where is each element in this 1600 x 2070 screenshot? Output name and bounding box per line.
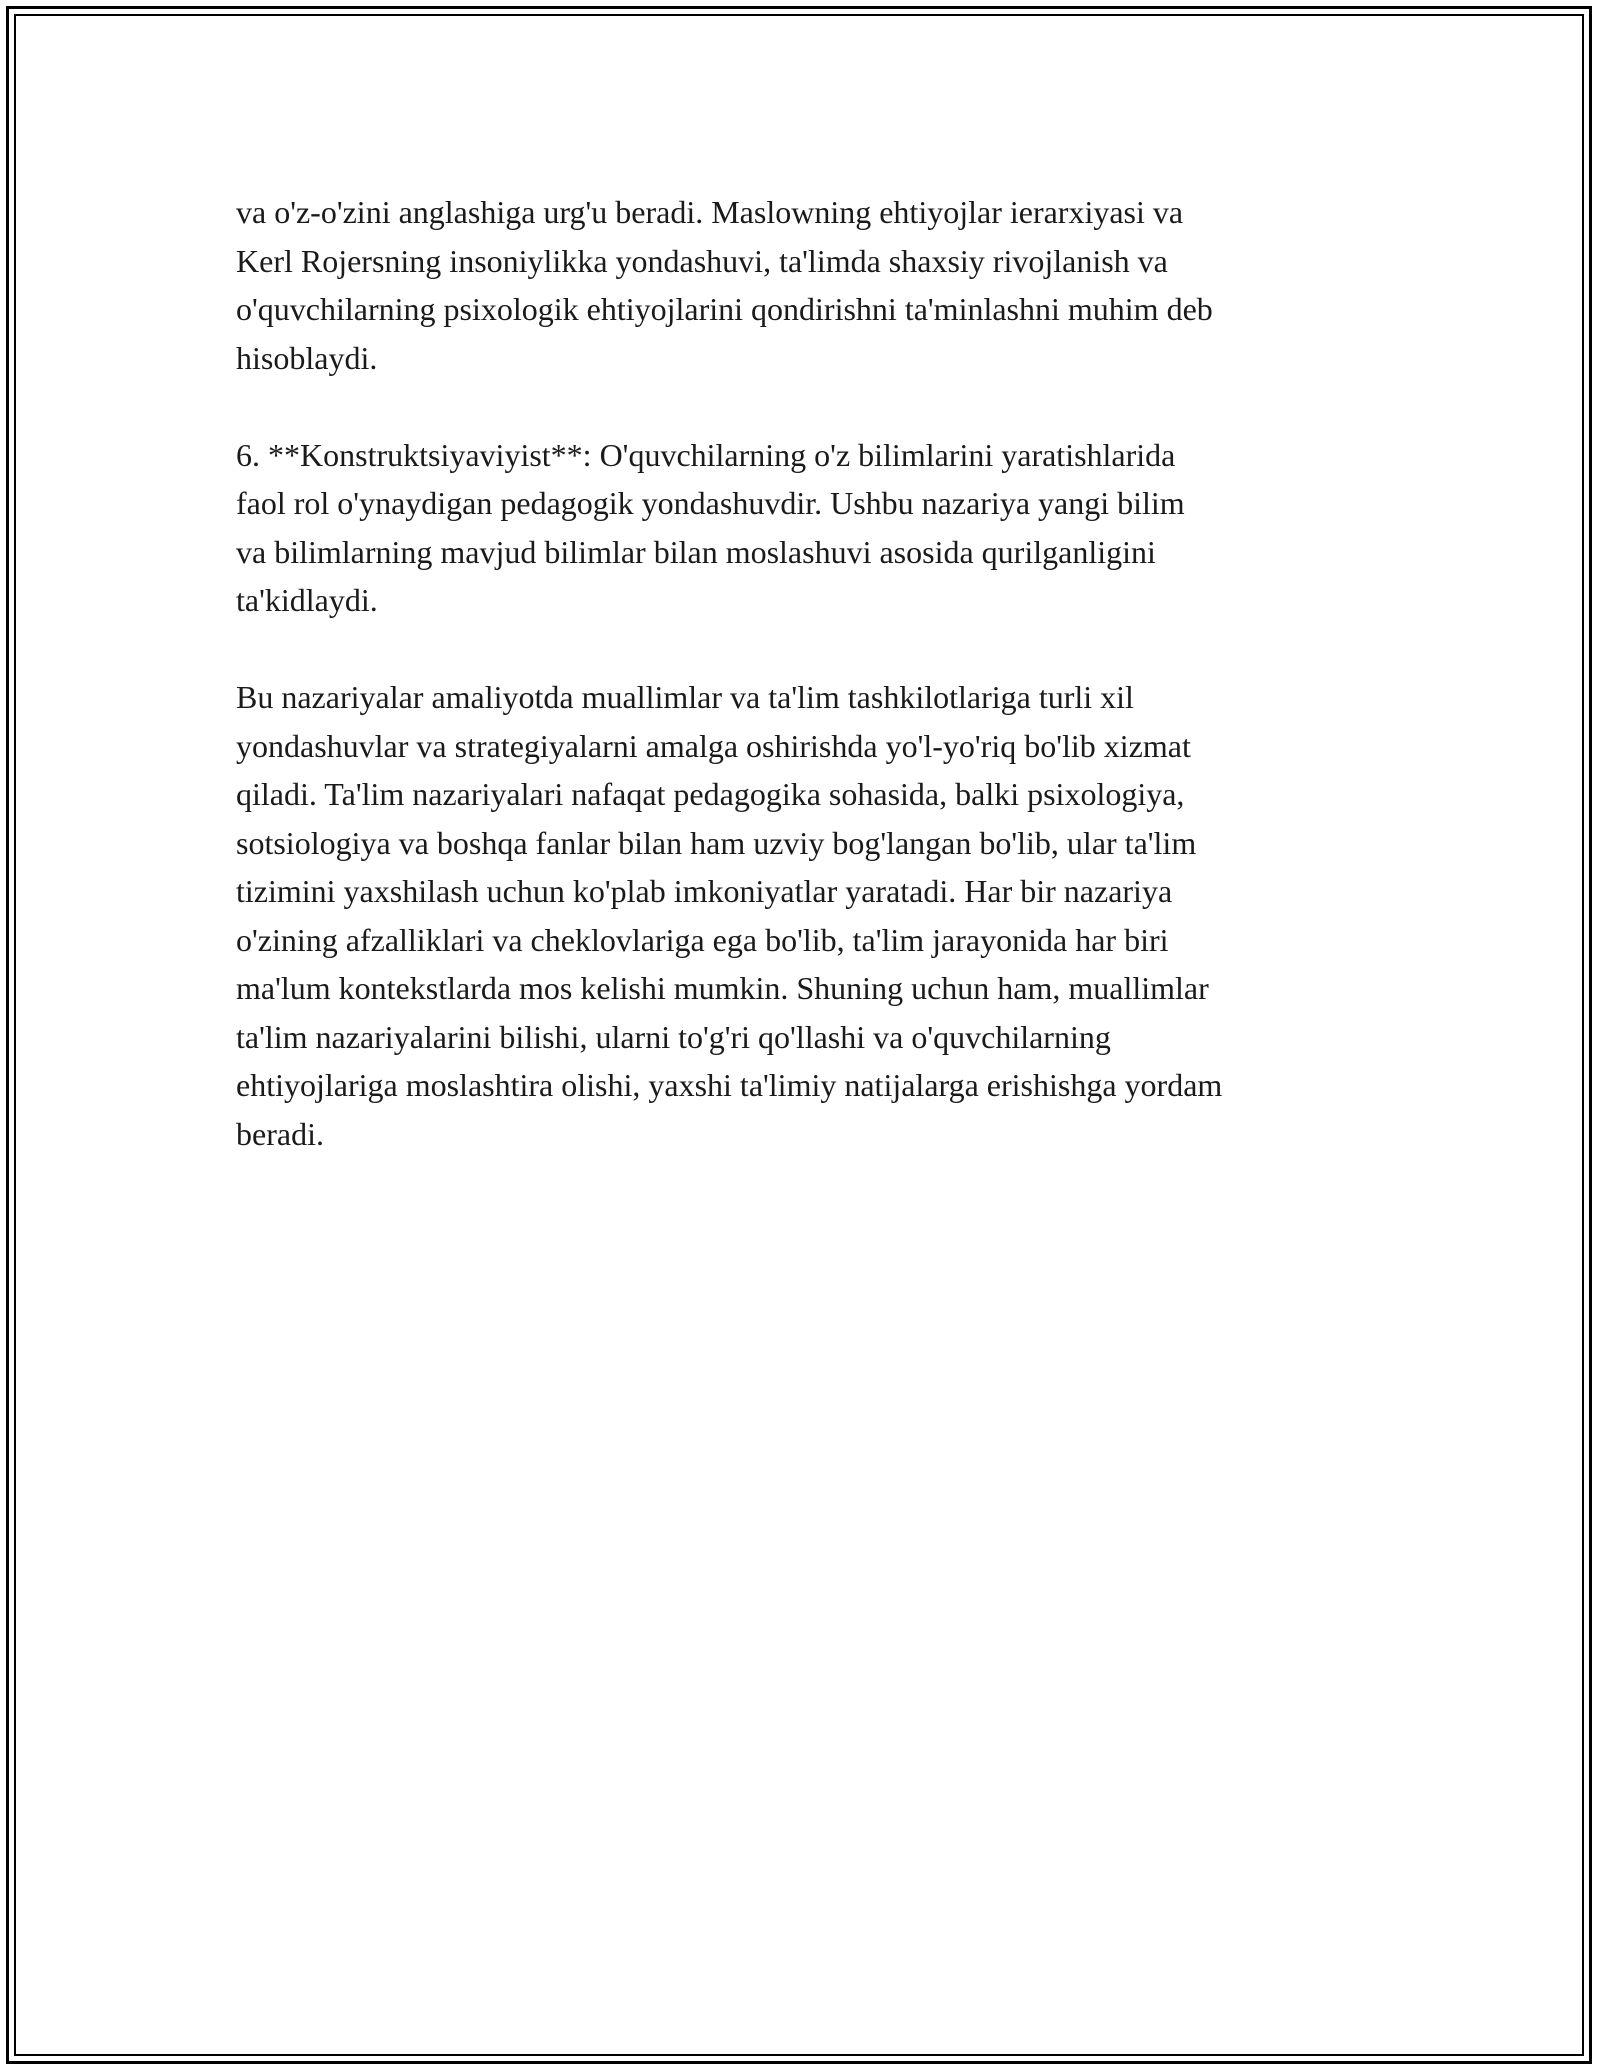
text-line: faol rol o'ynaydigan pedagogik yondashuvdir. Ushbu nazariya yangi bilim — [236, 485, 1185, 521]
text-line: qiladi. Ta'lim nazariyalari nafaqat pedagogika sohasida, balki psixologiya, — [236, 776, 1185, 812]
text-line: ta'lim nazariyalarini bilishi, ularni to'g'ri qo'llashi va o'quvchilarning — [236, 1018, 1111, 1055]
text-line: Kerl Rojersning insoniylikka yondashuvi, ta'limda shaxsiy rivojlanish va — [236, 242, 1168, 279]
text-line: yondashuvlar va strategiyalarni amalga oshirishda yo'l-yo'riq bo'lib xizmat — [236, 727, 1191, 764]
text-line: va o'z-o'zini anglashiga urg'u beradi. Maslowning ehtiyojlar ierarxiyasi va — [236, 194, 1184, 230]
document-body — [236, 188, 1376, 1207]
text-line: Bu nazariyalar amaliyotda muallimlar va ta'lim tashkilotlariga turli xil — [236, 679, 1134, 715]
text-line: tizimini yaxshilash uchun ko'plab imkoniyatlar yaratadi. Har bir nazariya — [236, 873, 1173, 909]
paragraph-humanism-continued — [236, 188, 1376, 382]
text-line: ma'lum kontekstlarda mos kelishi mumkin. Shuning uchun ham, muallimlar — [236, 970, 1209, 1006]
text-line: o'zining afzalliklari va cheklovlariga ega bo'lib, ta'lim jarayonida har biri — [236, 921, 1169, 958]
text-line: ehtiyojlariga moslashtira olishi, yaxshi ta'limiy natijalarga erishishga yordam — [236, 1067, 1223, 1103]
text-line: beradi. — [236, 1115, 324, 1152]
text-line: va bilimlarning mavjud bilimlar bilan moslashuvi asosida qurilganligini — [236, 533, 1156, 570]
text-line: sotsiologiya va boshqa fanlar bilan ham uzviy bog'langan bo'lib, ular ta'lim — [236, 824, 1197, 861]
paragraph-constructivism — [236, 431, 1376, 625]
text-line: ta'kidlaydi. — [236, 582, 378, 618]
text-line: 6. **Konstruktsiyaviyist**: O'quvchilarning o'z bilimlarini yaratishlarida — [236, 436, 1176, 473]
paragraph-conclusion — [236, 673, 1376, 1158]
text-line: o'quvchilarning psixologik ehtiyojlarini qondirishni ta'minlashni muhim deb — [236, 291, 1213, 327]
text-line: hisoblaydi. — [236, 339, 378, 376]
